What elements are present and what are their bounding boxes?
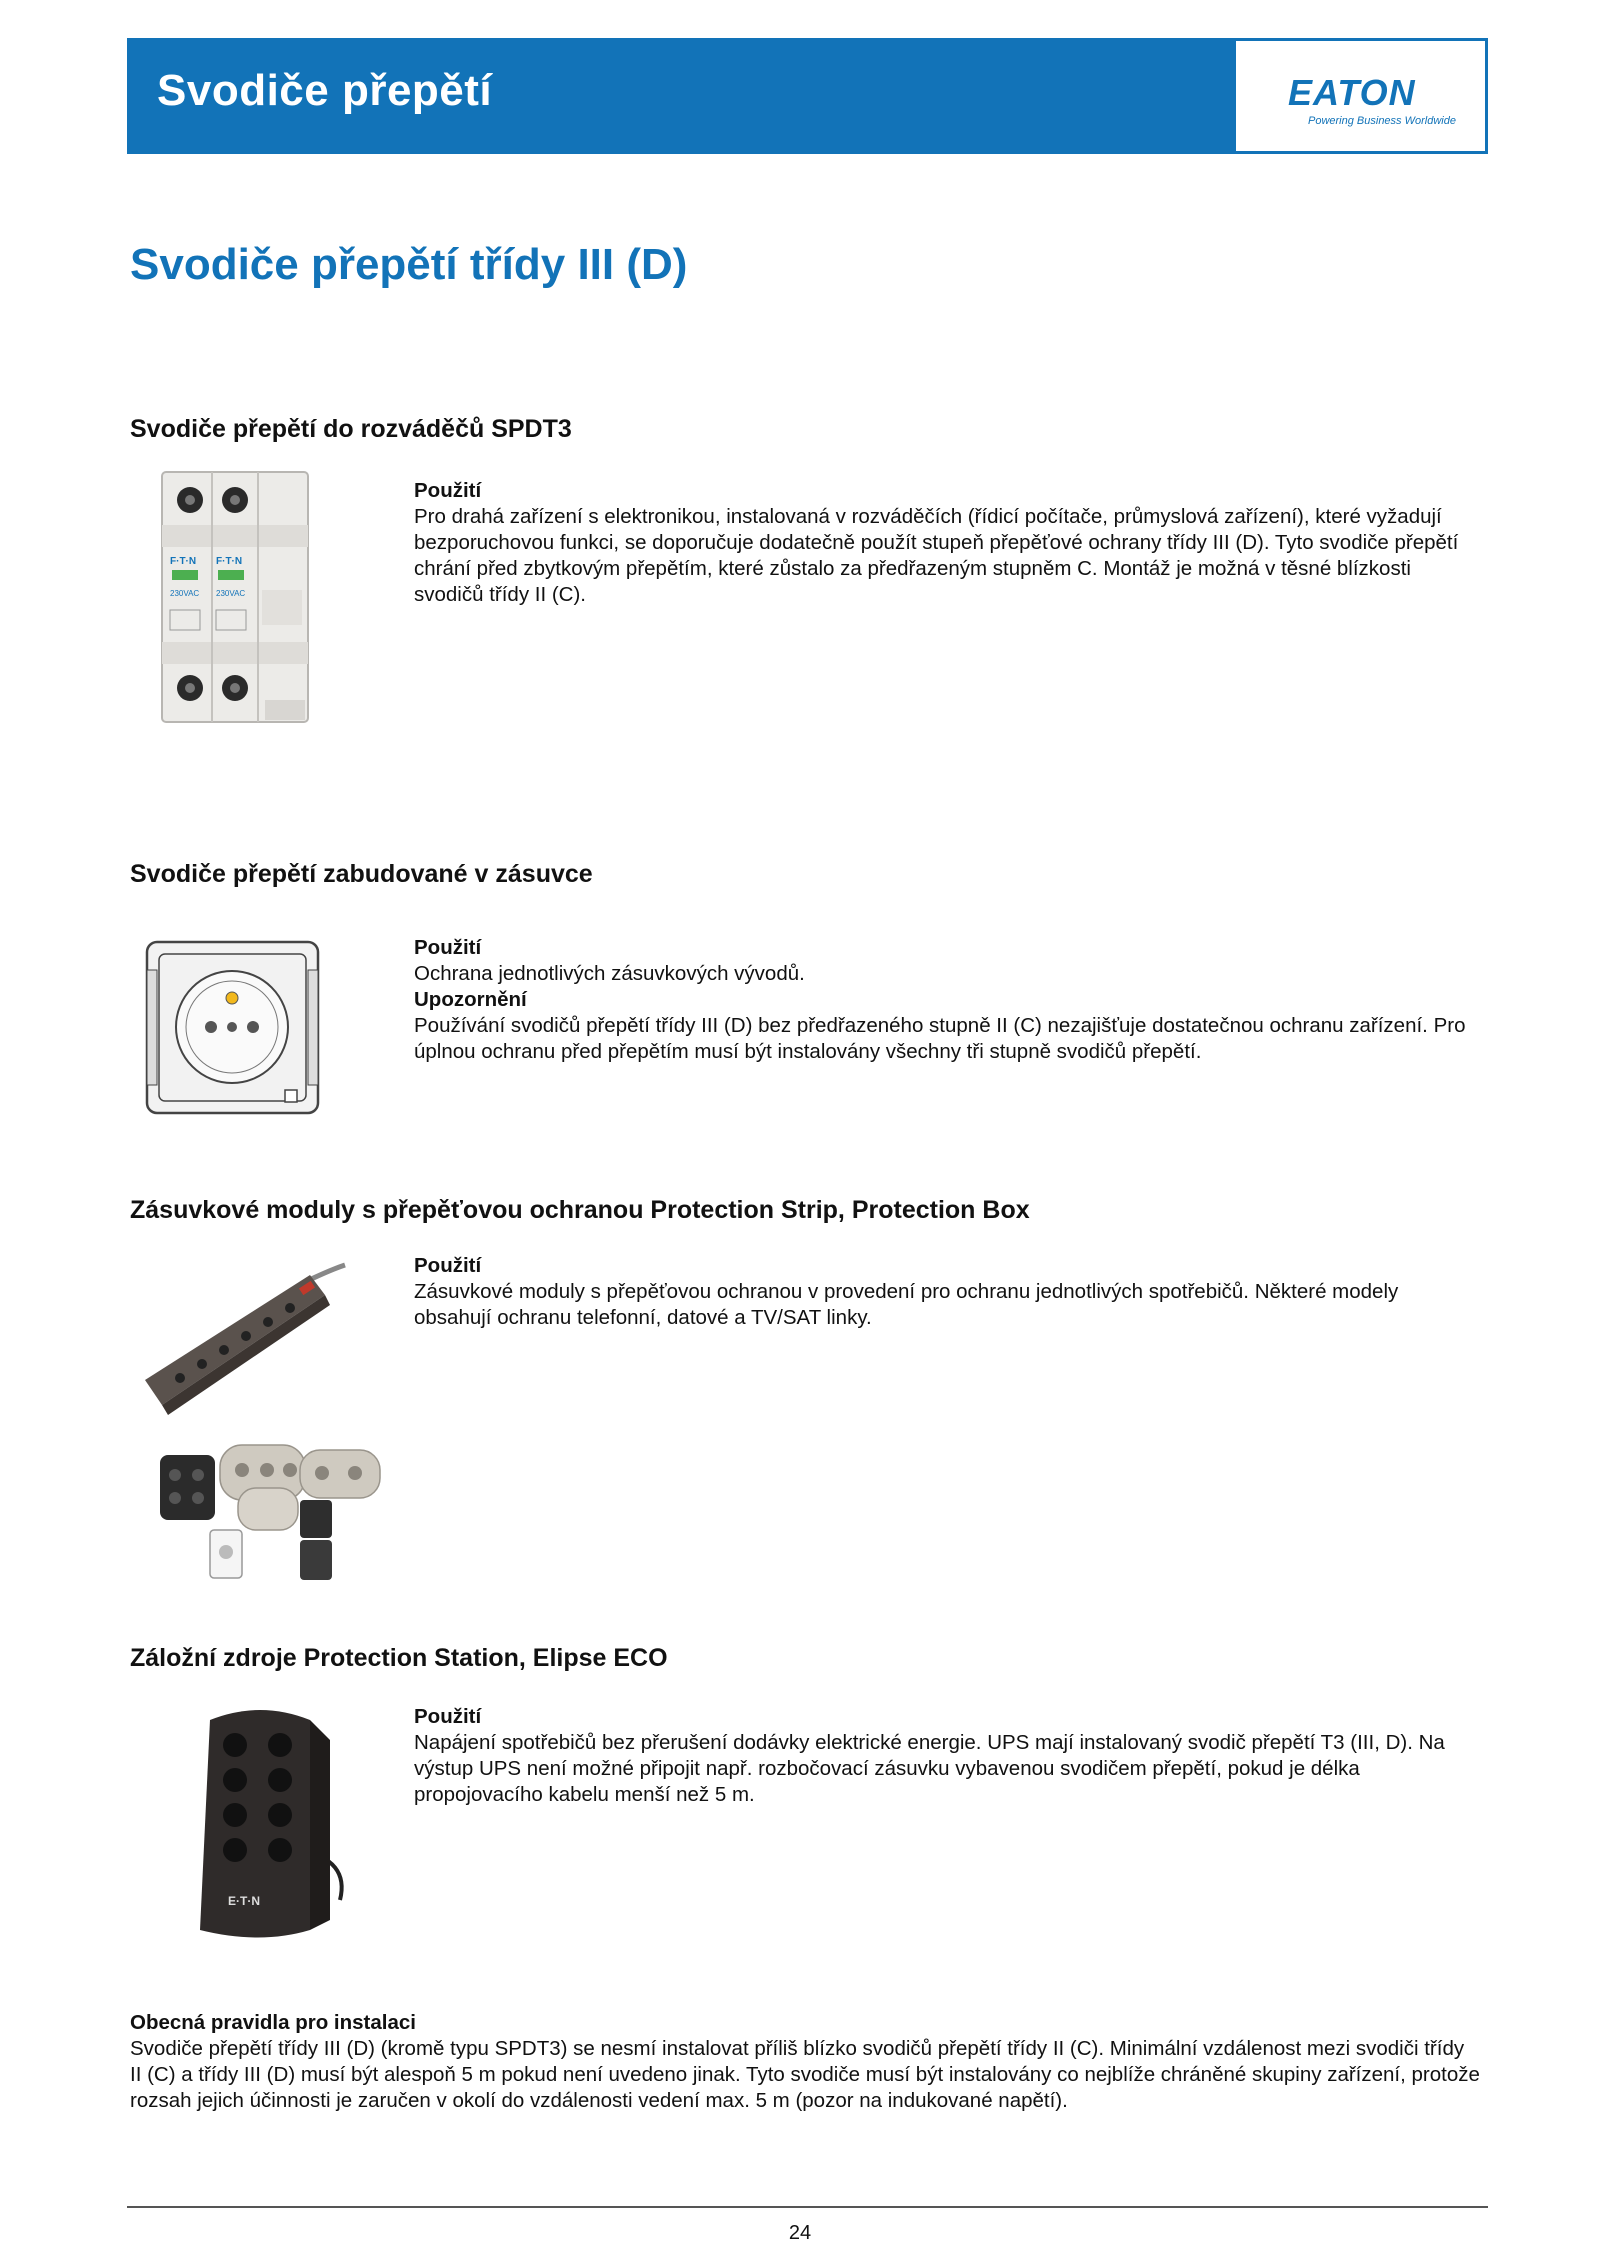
strips-description: [414, 1253, 1474, 1331]
logo-wordmark: EATON: [1288, 72, 1416, 113]
spd-brand-left: F·T·N: [170, 556, 197, 567]
protection-strip-image: [140, 1260, 350, 1420]
usage-label: Použití: [414, 1705, 482, 1728]
section-title-socket: Svodiče přepětí zabudované v zásuvce: [130, 860, 593, 888]
header-title: Svodiče přepětí: [157, 66, 493, 115]
spd-rating-left: 230VAC: [170, 589, 200, 598]
warning-label: Upozornění: [414, 988, 527, 1011]
rules-title: Obecná pravidla pro instalaci: [130, 2011, 416, 2034]
page-title: Svodiče přepětí třídy III (D): [130, 240, 688, 289]
usage-text: Zásuvkové moduly s přepěťovou ochranou v provedení pro ochranu jednotlivých spotřebičů. Některé modely obsahují ochranu telefonní, datové a TV/SAT linky.: [414, 1280, 1399, 1329]
usage-label: Použití: [414, 479, 482, 502]
section-title-ups: Záložní zdroje Protection Station, Elipse ECO: [130, 1644, 668, 1672]
page-number: 24: [788, 2222, 812, 2244]
protection-box-image: [150, 1440, 390, 1590]
spd-rating-right: 230VAC: [216, 589, 246, 598]
header-bar: [127, 38, 1488, 154]
ups-description: [414, 1704, 1474, 1808]
section-title-strips: Zásuvkové moduly s přepěťovou ochranou Protection Strip, Protection Box: [130, 1196, 1030, 1224]
spd-brand-right: F·T·N: [216, 556, 243, 567]
spdt3-device-image: [160, 470, 310, 725]
ups-protection-station-image: [190, 1700, 350, 1950]
footer-divider: [127, 2206, 1488, 2208]
logo-tagline: Powering Business Worldwide: [1308, 115, 1456, 127]
usage-text: Ochrana jednotlivých zásuvkových vývodů.: [414, 962, 805, 985]
eaton-logo: [1236, 41, 1485, 151]
socket-outlet-image: [145, 940, 320, 1115]
warning-text: Používání svodičů přepětí třídy III (D) bez předřazeného stupně II (C) nezajišťuje dostatečnou ochranu zařízení. Pro úplnou ochranu před přepětím musí být instalovány všechny tři stupně svodičů přepětí.: [414, 1014, 1466, 1063]
usage-label: Použití: [414, 936, 482, 959]
socket-description: [414, 935, 1474, 1065]
usage-label: Použití: [414, 1254, 482, 1277]
section-title-spdt3: Svodiče přepětí do rozváděčů SPDT3: [130, 415, 572, 443]
usage-text: Pro drahá zařízení s elektronikou, instalovaná v rozváděčích (řídicí počítače, průmyslová zařízení), které vyžadují bezporuchovou funkci, se doporučuje dodatečně použít stupeň přepěťové ochrany třídy III (D). Tyto svodiče přepětí chrání před zbytkovým přepětím, které zůstalo za předřazeným stupněm C. Montáž je možná v těsné blízkosti svodičů třídy II (C).: [414, 505, 1459, 606]
usage-text: Napájení spotřebičů bez přerušení dodávky elektrické energie. UPS mají instalovaný svodič přepětí T3 (III, D). Na výstup UPS není možné připojit např. rozbočovací zásuvku vybavenou svodičem přepětí, pokud je délka propojovacího kabelu menší než 5 m.: [414, 1731, 1445, 1806]
rules-text: Svodiče přepětí třídy III (D) (kromě typu SPDT3) se nesmí instalovat příliš blízko svodičů přepětí třídy II (C). Minimální vzdálenost mezi svodiči třídy II (C) a třídy III (D) musí být alespoň 5 m pokud není uvedeno jinak. Tyto svodiče musí být instalovány co nejblíže chráněné skupiny zařízení, protože rozsah jejich účinnosti je zaručen v okolí do vzdálenosti vedení max. 5 m (pozor na indukované napětí).: [130, 2037, 1480, 2112]
ups-brand: E·T·N: [228, 1894, 260, 1908]
installation-rules: [130, 2010, 1480, 2114]
spdt3-description: [414, 478, 1474, 608]
